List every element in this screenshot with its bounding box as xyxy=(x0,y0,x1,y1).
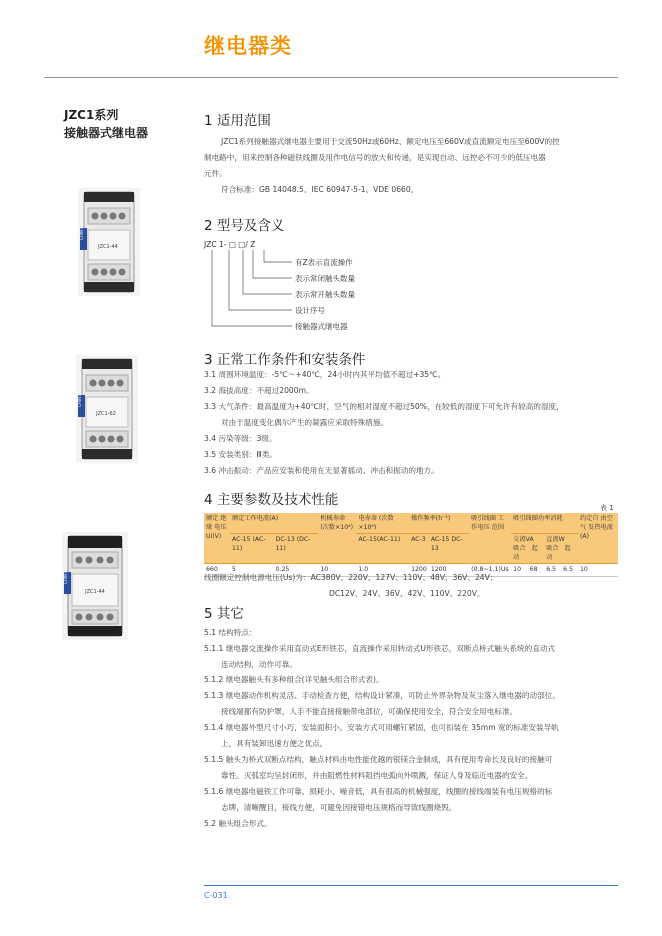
th-electrical-life: 电寿命 (次数×10⁴) xyxy=(356,513,409,534)
cell-thermal-current: 10 xyxy=(578,564,618,577)
th-rated-current: 额定工作电流(A) xyxy=(230,513,318,534)
condition-3-3: 3.3 大气条件：最高温度为+40℃时，空气的相对湿度不超过50%，在较低的湿度下可允许有较高的湿度， xyxy=(204,402,564,411)
section-1-text-line1: JZC1系列接触器式继电器主要用于交流50Hz或60Hz、额定电压至660V或直流额定电压至600V的控 xyxy=(221,137,560,146)
cell-ac-hold: 10 xyxy=(511,564,528,577)
th-dc-start: 起动 xyxy=(546,545,571,561)
th-ac15: AC-15 (AC-11) xyxy=(230,534,274,564)
cell-freq-ac15: 1200 xyxy=(429,564,469,577)
section-1-standards: 符合标准：GB 14048.5、IEC 60947-5-1、VDE 0660。 xyxy=(221,185,419,194)
th-operating-frequency: 操作频率(h⁻¹) xyxy=(409,513,469,534)
relay-photo-3-brand: CHINT xyxy=(63,571,68,584)
th-elec-ac15: AC-15(AC-11) xyxy=(356,534,409,564)
model-code-diagram xyxy=(204,240,404,340)
page-number: C-031 xyxy=(204,891,228,900)
section-4-title: 4 主要参数及技术性能 xyxy=(204,492,339,508)
relay-photo-2-model: JZC1-62 xyxy=(96,411,116,417)
cell-ac15-current: 5 xyxy=(230,564,274,577)
th-coil-voltage-range: 吸引线圈 工作电压 范围 xyxy=(469,513,511,564)
feature-5-1-3: 5.1.3 继电器动作机构灵活、手动检查方便，结构设计紧凑，可防止外界杂物及灰尘落入继电器的动部位。 xyxy=(204,691,560,700)
section-1-text-line3: 元件。 xyxy=(204,169,227,178)
th-thermal-current: 约定自 由空气 发热电流(A) xyxy=(578,513,618,564)
table-subheader-row xyxy=(204,534,618,564)
condition-3-6: 3.6 冲击振动：产品应安装和使用在无显著摇动、冲击和振动的地方。 xyxy=(204,466,439,475)
th-ac-va xyxy=(511,534,544,564)
condition-3-4: 3.4 污染等级：3级。 xyxy=(204,434,277,443)
spec-table xyxy=(204,513,618,577)
feature-5-1-2: 5.1.2 继电器触头有多种组合(详见触头组合形式表)。 xyxy=(204,675,384,684)
model-label-relay-type: 接触器式继电器 xyxy=(295,322,348,331)
th-ac-hold: 吸合 xyxy=(513,545,526,552)
feature-5-1-6: 5.1.6 继电器电磁铁工作可靠、损耗小、噪音低，具有很高的机械强度，线圈的接线端装有电压规格的标 xyxy=(204,787,553,796)
cell-mechanical-life: 10 xyxy=(318,564,356,577)
section-1-title: 1 适用范围 xyxy=(204,113,271,129)
condition-3-5: 3.5 安装类别：Ⅲ类。 xyxy=(204,450,277,459)
th-dc-hold: 吸合 xyxy=(546,545,559,552)
table-header-row xyxy=(204,513,618,534)
cell-coil-range: (0.8~1.1)Us xyxy=(469,564,511,577)
feature-5-1-4-cont: 上，具有装卸迅速方便之优点。 xyxy=(221,739,328,748)
footer-divider xyxy=(204,885,618,886)
coil-voltage-line xyxy=(204,572,497,583)
th-dc-w xyxy=(544,534,578,564)
feature-5-1: 5.1 结构特点： xyxy=(204,628,257,637)
feature-5-1-5-cont: 靠性。灭弧室均呈封闭形，并由阻燃性材料阻挡电弧向外喷溅，保证人身及临近电器的安全。 xyxy=(221,771,533,780)
condition-3-1: 3.1 周围环境温度：-5℃～+40℃，24小时内其平均值不超过+35℃。 xyxy=(204,370,446,379)
th-dc13: DC-13 (DC-11) xyxy=(274,534,319,564)
th-ac3: AC-3 xyxy=(409,534,429,564)
cell-dc-hold: 6.5 xyxy=(544,564,561,577)
th-mechanical-life: 机械寿命 (次数×10⁴) xyxy=(318,513,356,564)
series-title-line1: JZC1系列 xyxy=(64,108,119,122)
model-label-no-contacts: 表示常开触头数量 xyxy=(295,290,355,299)
section-5-title: 5 其它 xyxy=(204,606,244,622)
section-3-title: 3 正常工作条件和安装条件 xyxy=(204,352,366,368)
cell-electrical-life: 1.0 xyxy=(356,564,409,577)
model-label-dc-operation: 有Z表示直流操作 xyxy=(295,258,353,267)
coil-voltage-dc: DC12V、24V、36V、42V、110V、220V。 xyxy=(329,589,485,598)
feature-5-1-1-cont: 连动结构，动作可靠。 xyxy=(221,660,297,669)
feature-5-1-3-cont: 接线端都有防护罩，人手不能直接接触带电部位，可确保使用安全，符合安全用电标准。 xyxy=(221,707,518,716)
th-rated-insulation-voltage: 额定 绝缘 电压Ui(V) xyxy=(204,513,230,564)
relay-photo-1-brand: CHINT xyxy=(79,227,84,240)
cell-dc13-current: 0.25 xyxy=(274,564,319,577)
page-title: 继电器类 xyxy=(204,34,292,58)
feature-5-2: 5.2 触头组合形式。 xyxy=(204,819,272,828)
relay-photo-2-brand: CHINT xyxy=(77,394,82,407)
relay-photo-3 xyxy=(62,532,128,640)
model-label-nc-contacts: 表示常闭触头数量 xyxy=(295,274,355,283)
th-ac15-dc13: AC-15 DC-13 xyxy=(429,534,469,564)
section-2-title: 2 型号及含义 xyxy=(204,218,285,234)
th-ac-va-label: 交流VA xyxy=(513,536,534,543)
table-label: 表 1 xyxy=(600,504,614,512)
th-ac-start: 起动 xyxy=(513,545,538,561)
header-divider xyxy=(44,77,618,78)
feature-5-1-4: 5.1.4 继电器外型尺寸小巧，安装面积小。安装方式可用螺钉紧固，也可扣装在 35mm 宽的标准安装导轨 xyxy=(204,723,559,732)
coil-voltage-label: 线圈额定控制电源电压(Us)为： xyxy=(204,573,311,582)
cell-ac-start: 68 xyxy=(528,564,545,577)
series-title-line2: 接触器式继电器 xyxy=(64,126,149,140)
condition-3-2: 3.2 海拔高度：不超过2000m。 xyxy=(204,386,314,395)
model-code: JZC 1- □ □/ Z xyxy=(204,240,256,249)
series-title xyxy=(64,106,148,142)
relay-photo-3-model: JZC1-44 xyxy=(85,589,105,595)
cell-freq-ac3: 1200 xyxy=(409,564,429,577)
feature-5-1-1: 5.1.1 继电器交流操作采用直动式E形铁芯，直流操作采用转动式U形铁芯，双断点桥式触头系统的直动式 xyxy=(204,644,556,653)
relay-photo-2 xyxy=(76,355,138,463)
relay-photo-1 xyxy=(78,188,140,296)
section-1-text-line2: 制电路中，用来控制各种磁铁线圈及用作电信号的放大和传递，是实现自动、远控必不可少的低压电器 xyxy=(204,153,546,162)
condition-3-3-cont: 对由于温度变化偶尔产生的凝露应采取特殊措施。 xyxy=(221,418,389,427)
cell-ui: 660 xyxy=(204,564,230,577)
th-dc-w-label: 直流W xyxy=(546,536,565,543)
coil-voltage-ac: AC380V、220V、127V、110V、48V、36V、24V； xyxy=(310,573,498,582)
cell-dc-start: 6.5 xyxy=(561,564,578,577)
relay-photo-1-model: JZC1-44 xyxy=(98,244,118,250)
model-label-design-no: 设计序号 xyxy=(295,306,325,315)
feature-5-1-6-cont: 志牌，清晰醒目，接线方便，可避免因接错电压规格而导致线圈烧毁。 xyxy=(221,803,457,812)
th-coil-power: 吸引线圈功率消耗 xyxy=(511,513,578,534)
feature-5-1-5: 5.1.5 触头为桥式双断点结构，触点材料由电性能优越的银镁合金制成，具有使用寿命长及良好的接触可 xyxy=(204,755,553,764)
